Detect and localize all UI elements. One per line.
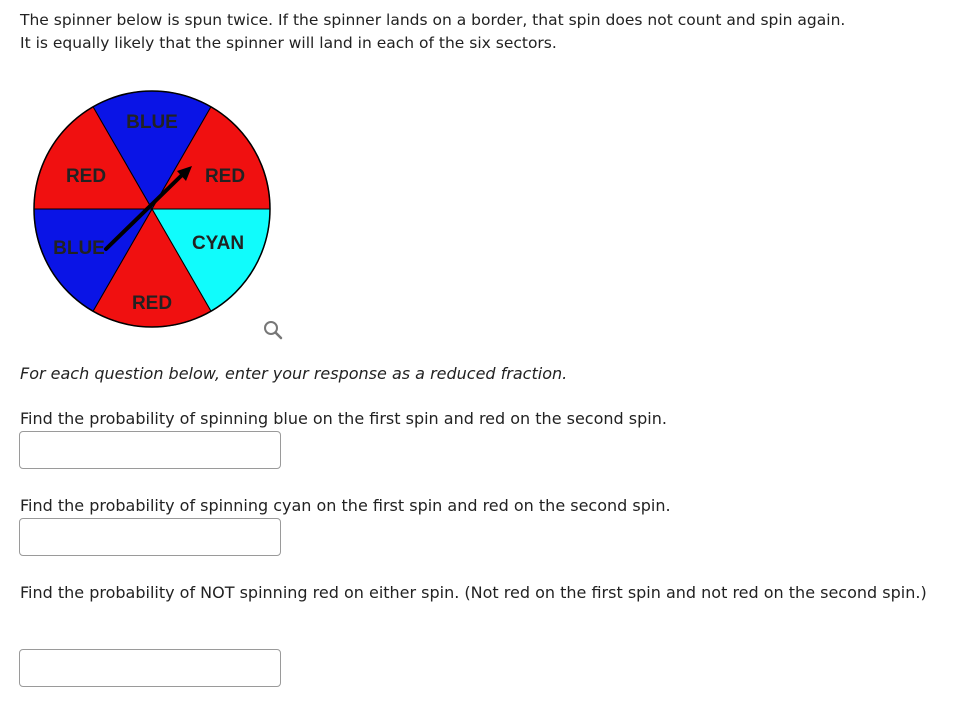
question-3: Find the probability of NOT spinning red on either spin. (Not red on the first spin and not red on the second spin.) xyxy=(20,583,927,602)
magnifier-icon[interactable] xyxy=(262,319,284,341)
problem-statement xyxy=(20,9,960,55)
intro-line-2: It is equally likely that the spinner will land in each of the six sectors. xyxy=(20,34,557,52)
answer-input-1[interactable] xyxy=(19,431,281,469)
instructions: For each question below, enter your response as a reduced fraction. xyxy=(20,364,568,383)
sector-label: RED xyxy=(204,166,246,187)
spinner-svg xyxy=(30,89,274,329)
sector-label: RED xyxy=(131,293,173,314)
sector-label: CYAN xyxy=(191,233,245,254)
spinner-figure xyxy=(30,89,274,329)
question-1: Find the probability of spinning blue on the first spin and red on the second spin. xyxy=(20,409,667,428)
sector-label: BLUE xyxy=(126,112,178,133)
sector-label: RED xyxy=(65,166,107,187)
sector-label: BLUE xyxy=(53,238,105,259)
intro-line-1: The spinner below is spun twice. If the spinner lands on a border, that spin does not count and spin again. xyxy=(20,11,846,29)
question-2: Find the probability of spinning cyan on the first spin and red on the second spin. xyxy=(20,496,671,515)
answer-input-2[interactable] xyxy=(19,518,281,556)
answer-input-3[interactable] xyxy=(19,649,281,687)
